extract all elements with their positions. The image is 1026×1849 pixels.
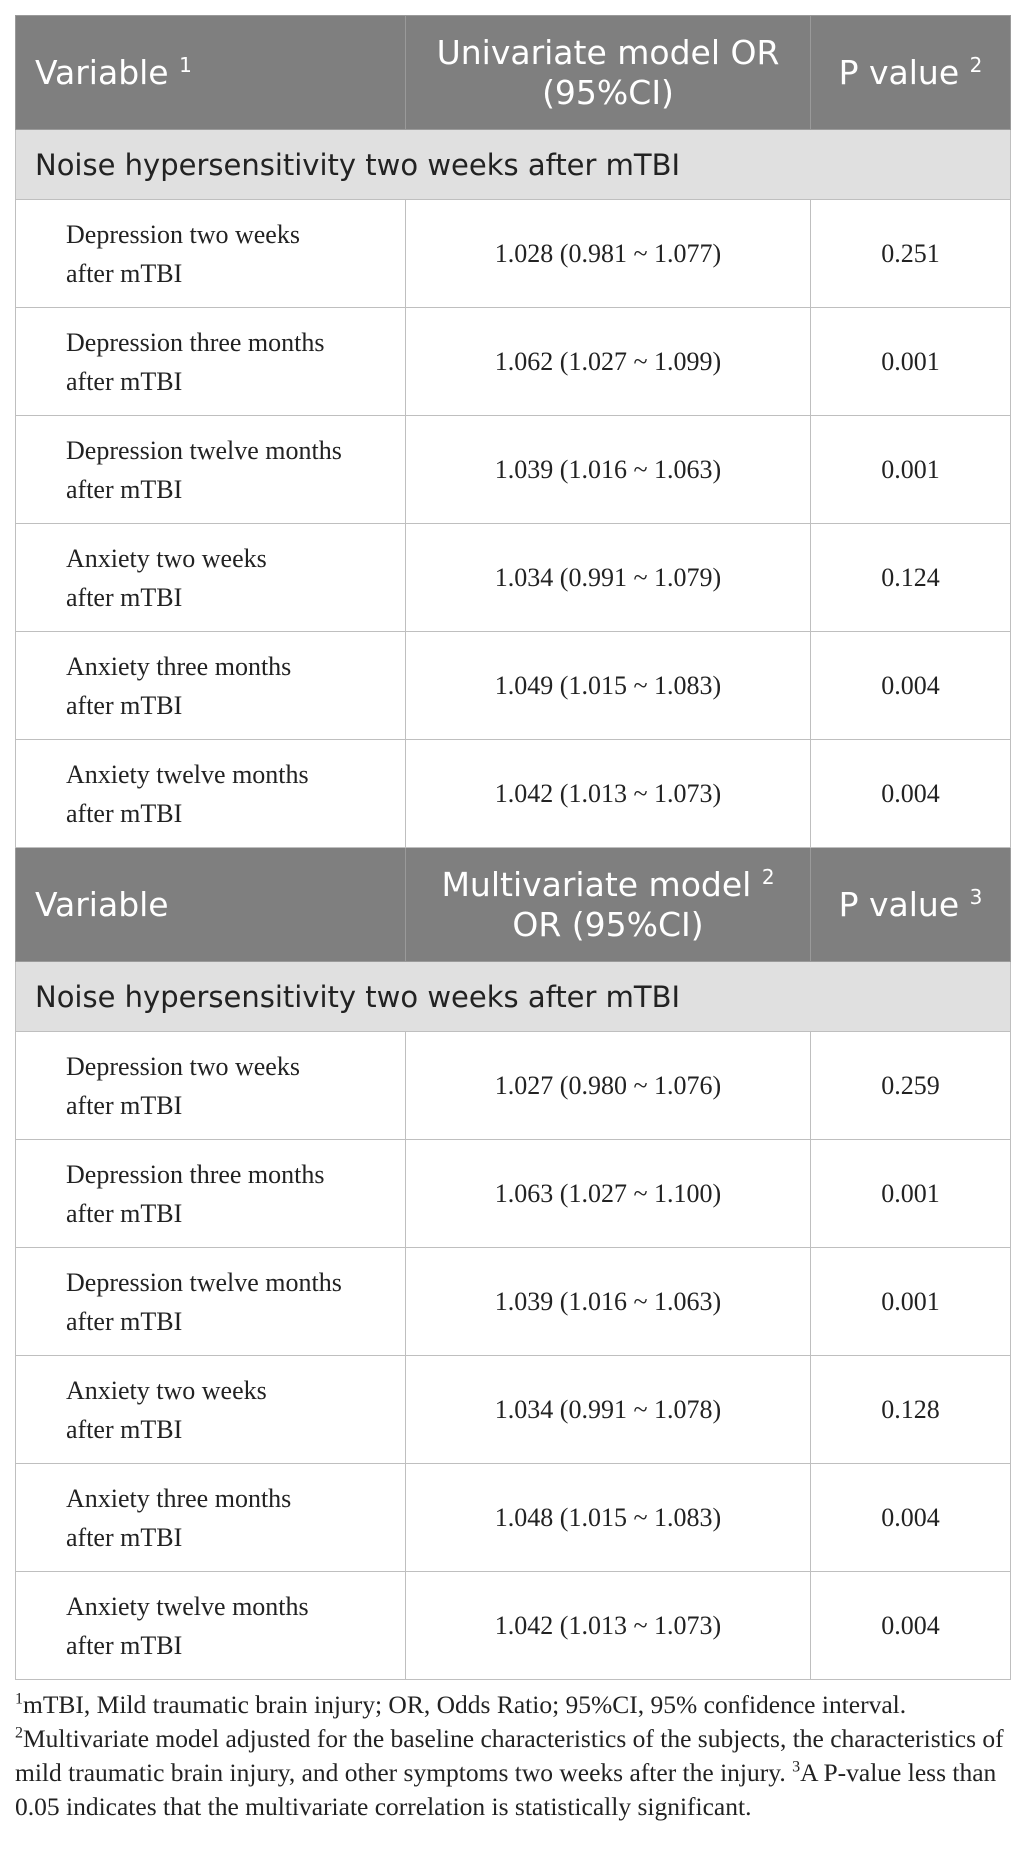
odds-ratio-cell: 1.042 (1.013 ~ 1.073) [406, 740, 811, 848]
p-value-cell: 0.001 [811, 416, 1011, 524]
odds-ratio-cell: 1.042 (1.013 ~ 1.073) [406, 1572, 811, 1680]
header-model-or: Multivariate model $^2$ OR (95%CI) [406, 848, 811, 962]
variable-cell: Anxiety three months after mTBI [16, 1464, 406, 1572]
variable-cell: Anxiety twelve months after mTBI [16, 1572, 406, 1680]
variable-cell: Anxiety three months after mTBI [16, 632, 406, 740]
table-row [16, 1356, 1011, 1464]
table-row [16, 1140, 1011, 1248]
variable-cell: Depression twelve months after mTBI [16, 1248, 406, 1356]
odds-ratio-cell: 1.048 (1.015 ~ 1.083) [406, 1464, 811, 1572]
table-row [16, 308, 1011, 416]
header-variable: Variable $^1$ [16, 16, 406, 130]
odds-ratio-cell: 1.039 (1.016 ~ 1.063) [406, 1248, 811, 1356]
p-value-cell: 0.128 [811, 1356, 1011, 1464]
header-model-or: Univariate model OR (95%CI) [406, 16, 811, 130]
odds-ratio-cell: 1.049 (1.015 ~ 1.083) [406, 632, 811, 740]
p-value-cell: 0.004 [811, 740, 1011, 848]
results-table [15, 15, 1011, 1680]
variable-cell: Depression two weeks after mTBI [16, 1032, 406, 1140]
p-value-cell: 0.124 [811, 524, 1011, 632]
table-row [16, 200, 1011, 308]
header-variable: Variable [16, 848, 406, 962]
variable-cell: Depression twelve months after mTBI [16, 416, 406, 524]
section-label: Noise hypersensitivity two weeks after mTBI [16, 130, 1011, 200]
odds-ratio-cell: 1.034 (0.991 ~ 1.078) [406, 1356, 811, 1464]
table-row [16, 632, 1011, 740]
variable-cell: Depression three months after mTBI [16, 1140, 406, 1248]
p-value-cell: 0.001 [811, 1140, 1011, 1248]
odds-ratio-cell: 1.063 (1.027 ~ 1.100) [406, 1140, 811, 1248]
section-header-row [16, 130, 1011, 200]
table-header-row [16, 16, 1011, 130]
odds-ratio-cell: 1.039 (1.016 ~ 1.063) [406, 416, 811, 524]
results-table-container [15, 15, 1010, 1824]
table-row [16, 740, 1011, 848]
table-row [16, 1572, 1011, 1680]
footnote-2-3: $^2$Multivariate model adjusted for the baseline characteristics of the subjects, the characteristics of mild traumatic brain injury, and other symptoms two weeks after the injury. $^3$A P-value less than 0.05 indicates that the multivariate correlation is statistically significant. [15, 1724, 1004, 1821]
variable-cell: Anxiety two weeks after mTBI [16, 524, 406, 632]
p-value-cell: 0.004 [811, 1572, 1011, 1680]
section-label: Noise hypersensitivity two weeks after mTBI [16, 962, 1011, 1032]
p-value-cell: 0.004 [811, 632, 1011, 740]
section-header-row [16, 962, 1011, 1032]
table-footnotes [15, 1688, 1015, 1824]
p-value-cell: 0.259 [811, 1032, 1011, 1140]
footnote-1: $^1$mTBI, Mild traumatic brain injury; OR, Odds Ratio; 95%CI, 95% confidence interval. [15, 1690, 907, 1719]
table-row [16, 416, 1011, 524]
variable-cell: Anxiety twelve months after mTBI [16, 740, 406, 848]
p-value-cell: 0.001 [811, 308, 1011, 416]
header-p-value: P value $^3$ [811, 848, 1011, 962]
odds-ratio-cell: 1.028 (0.981 ~ 1.077) [406, 200, 811, 308]
odds-ratio-cell: 1.034 (0.991 ~ 1.079) [406, 524, 811, 632]
variable-cell: Depression three months after mTBI [16, 308, 406, 416]
table-header-row [16, 848, 1011, 962]
odds-ratio-cell: 1.027 (0.980 ~ 1.076) [406, 1032, 811, 1140]
table-row [16, 524, 1011, 632]
p-value-cell: 0.001 [811, 1248, 1011, 1356]
p-value-cell: 0.004 [811, 1464, 1011, 1572]
table-row [16, 1032, 1011, 1140]
odds-ratio-cell: 1.062 (1.027 ~ 1.099) [406, 308, 811, 416]
table-row [16, 1464, 1011, 1572]
variable-cell: Depression two weeks after mTBI [16, 200, 406, 308]
table-row [16, 1248, 1011, 1356]
p-value-cell: 0.251 [811, 200, 1011, 308]
variable-cell: Anxiety two weeks after mTBI [16, 1356, 406, 1464]
header-p-value: P value $^2$ [811, 16, 1011, 130]
